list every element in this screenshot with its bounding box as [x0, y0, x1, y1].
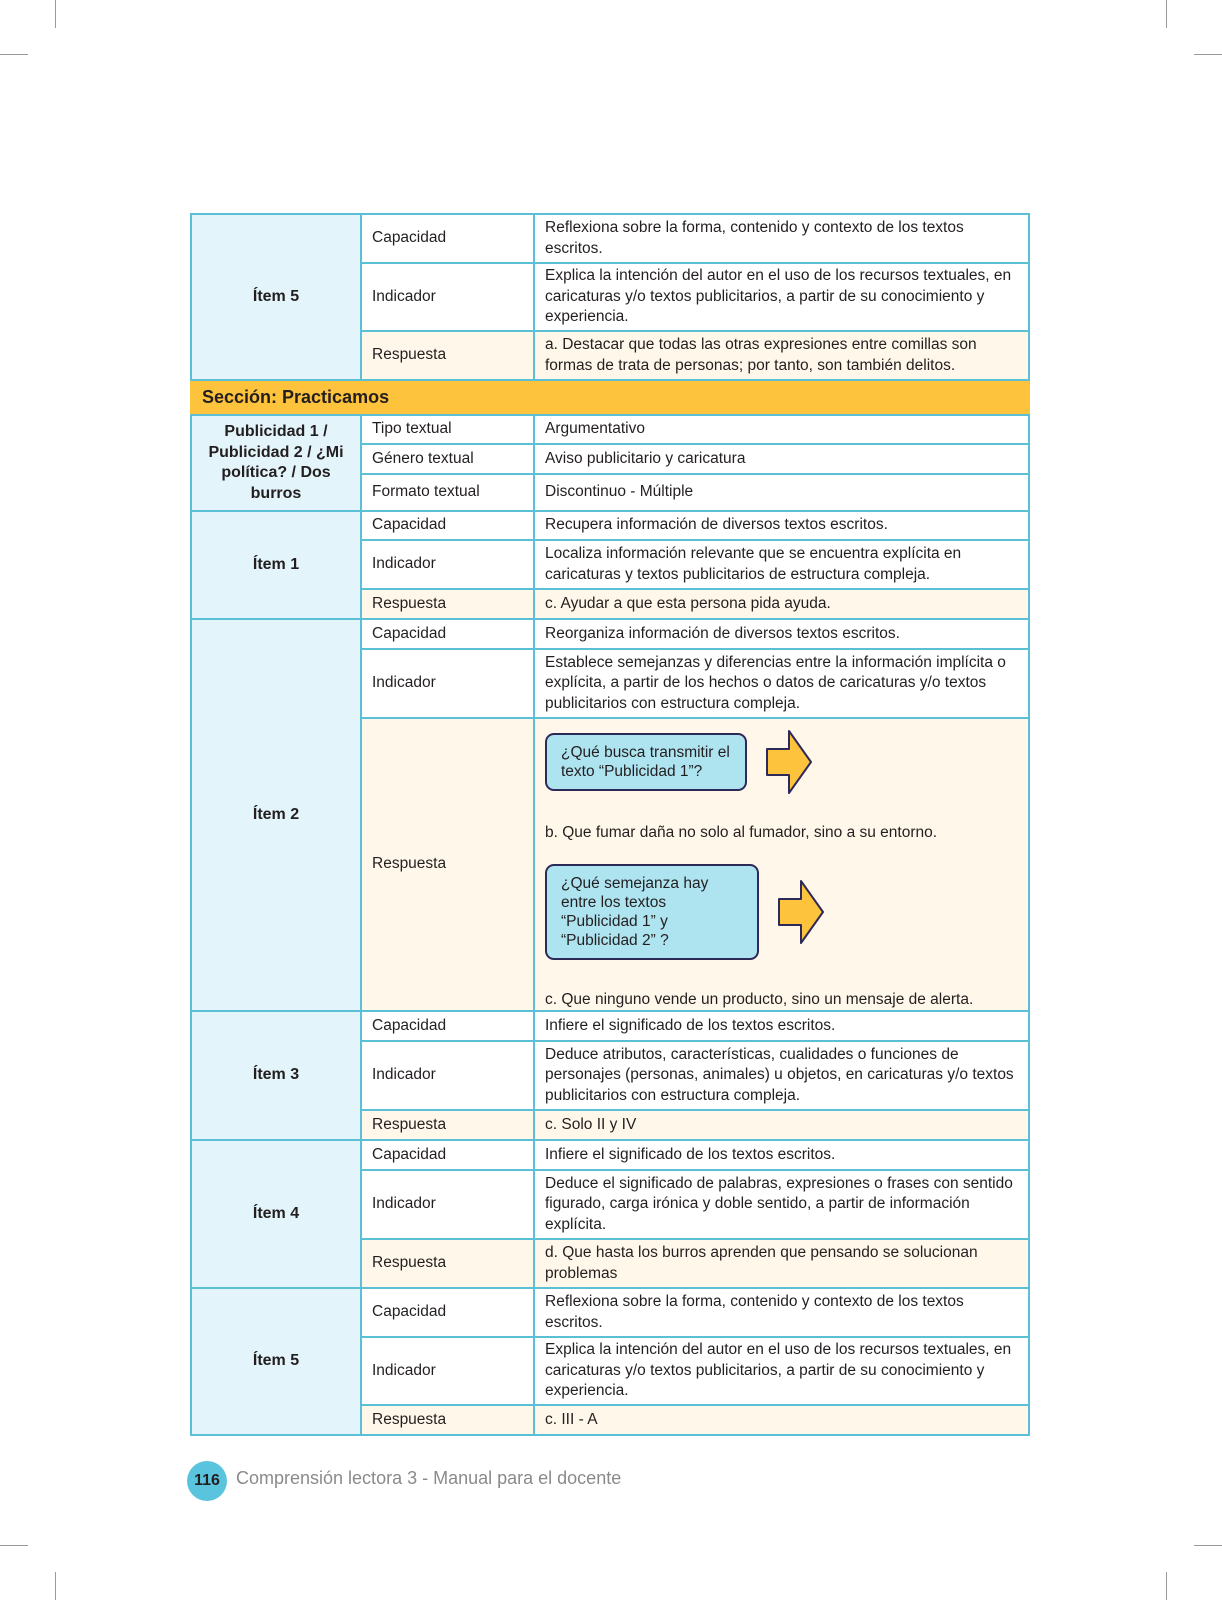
indicador-value: Explica la intención del autor en el uso de los recursos textuales, en caricaturas y/o textos publicitarios, a partir de su conocimiento y experiencia.	[534, 263, 1029, 331]
answer-text: b. Que fumar daña no solo al fumador, sino a su entorno.	[545, 824, 938, 841]
text-title: Publicidad 1 / Publicidad 2 / ¿Mi política? / Dos burros	[191, 415, 361, 511]
capacidad-value: Reflexiona sobre la forma, contenido y contexto de los textos escritos.	[534, 214, 1029, 263]
indicador-value: Explica la intención del autor en el uso de los recursos textuales, en caricaturas y/o textos publicitarios, a partir de su conocimiento y experiencia.	[534, 1337, 1029, 1405]
tipo-value: Argumentativo	[534, 415, 1029, 444]
capacidad-value: Infiere el significado de los textos escritos.	[534, 1011, 1029, 1041]
table-row	[191, 415, 1029, 444]
indicador-value: Localiza información relevante que se encuentra explícita en caricaturas y textos publicitarios de estructura compleja.	[534, 540, 1029, 589]
respuesta-value: c. Ayudar a que esta persona pida ayuda.	[534, 589, 1029, 619]
evaluation-table	[190, 213, 1030, 1436]
table-row	[191, 1140, 1029, 1170]
capacidad-label: Capacidad	[361, 1011, 534, 1041]
item-label: Ítem 5	[191, 1288, 361, 1435]
item-label: Ítem 5	[191, 214, 361, 380]
respuesta-label: Respuesta	[361, 718, 534, 1011]
capacidad-label: Capacidad	[361, 1140, 534, 1170]
respuesta-value	[534, 718, 1029, 1011]
indicador-label: Indicador	[361, 649, 534, 718]
respuesta-label: Respuesta	[361, 1239, 534, 1288]
indicador-label: Indicador	[361, 1170, 534, 1239]
crop-mark	[55, 1572, 56, 1600]
capacidad-value: Reflexiona sobre la forma, contenido y contexto de los textos escritos.	[534, 1288, 1029, 1337]
item-label: Ítem 1	[191, 511, 361, 619]
item-label: Ítem 4	[191, 1140, 361, 1288]
genero-label: Género textual	[361, 444, 534, 474]
capacidad-value: Infiere el significado de los textos escritos.	[534, 1140, 1029, 1170]
crop-mark	[1194, 54, 1222, 55]
capacidad-value: Reorganiza información de diversos textos escritos.	[534, 619, 1029, 649]
capacidad-label: Capacidad	[361, 619, 534, 649]
respuesta-label: Respuesta	[361, 331, 534, 380]
capacidad-label: Capacidad	[361, 214, 534, 263]
respuesta-value: d. Que hasta los burros aprenden que pensando se solucionan problemas	[534, 1239, 1029, 1288]
respuesta-value: c. III - A	[534, 1405, 1029, 1435]
indicador-label: Indicador	[361, 263, 534, 331]
indicador-label: Indicador	[361, 540, 534, 589]
tipo-label: Tipo textual	[361, 415, 534, 444]
right-arrow-icon	[765, 729, 813, 795]
indicador-label: Indicador	[361, 1041, 534, 1110]
respuesta-label: Respuesta	[361, 589, 534, 619]
genero-value: Aviso publicitario y caricatura	[534, 444, 1029, 474]
indicador-value: Establece semejanzas y diferencias entre la información implícita o explícita, a partir de los hechos o datos de caricaturas y/o textos publicitarios con estructura compleja.	[534, 649, 1029, 718]
section-row	[191, 380, 1029, 415]
formato-label: Formato textual	[361, 474, 534, 511]
question-row	[545, 729, 1018, 795]
question-bubble: ¿Qué busca transmitir el texto “Publicidad 1”?	[545, 733, 747, 791]
section-title: Sección: Practicamos	[191, 380, 1029, 415]
respuesta-value: a. Destacar que todas las otras expresiones entre comillas son formas de trata de personas; por tanto, son también delitos.	[534, 331, 1029, 380]
table-row	[191, 619, 1029, 649]
capacidad-value: Recupera información de diversos textos escritos.	[534, 511, 1029, 540]
crop-mark	[0, 1545, 28, 1546]
formato-value: Discontinuo - Múltiple	[534, 474, 1029, 511]
book-title: Comprensión lectora 3 - Manual para el docente	[236, 1468, 622, 1488]
right-arrow-icon	[777, 879, 825, 945]
table-row	[191, 1288, 1029, 1337]
crop-mark	[1194, 1545, 1222, 1546]
respuesta-value: c. Solo II y IV	[534, 1110, 1029, 1140]
answer-text: c. Que ninguno vende un producto, sino un mensaje de alerta.	[545, 990, 974, 1008]
question-row	[545, 864, 1018, 960]
respuesta-label: Respuesta	[361, 1405, 534, 1435]
capacidad-label: Capacidad	[361, 1288, 534, 1337]
respuesta-label: Respuesta	[361, 1110, 534, 1140]
indicador-value: Deduce el significado de palabras, expresiones o frases con sentido figurado, carga irónica y doble sentido, a partir de información explícita.	[534, 1170, 1029, 1239]
item-label: Ítem 3	[191, 1011, 361, 1140]
table-row	[191, 511, 1029, 540]
page-number: 116	[187, 1461, 227, 1501]
capacidad-label: Capacidad	[361, 511, 534, 540]
crop-mark	[0, 54, 28, 55]
crop-mark	[55, 0, 56, 28]
indicador-value: Deduce atributos, características, cualidades o funciones de personajes (personas, animales) u objetos, en caricaturas y/o textos publicitarios con estructura compleja.	[534, 1041, 1029, 1110]
indicador-label: Indicador	[361, 1337, 534, 1405]
table-row	[191, 1011, 1029, 1041]
table-row	[191, 214, 1029, 263]
question-bubble: ¿Qué semejanza hay entre los textos “Publicidad 1” y “Publicidad 2” ?	[545, 864, 759, 960]
crop-mark	[1166, 0, 1167, 28]
item-label: Ítem 2	[191, 619, 361, 1011]
crop-mark	[1166, 1572, 1167, 1600]
